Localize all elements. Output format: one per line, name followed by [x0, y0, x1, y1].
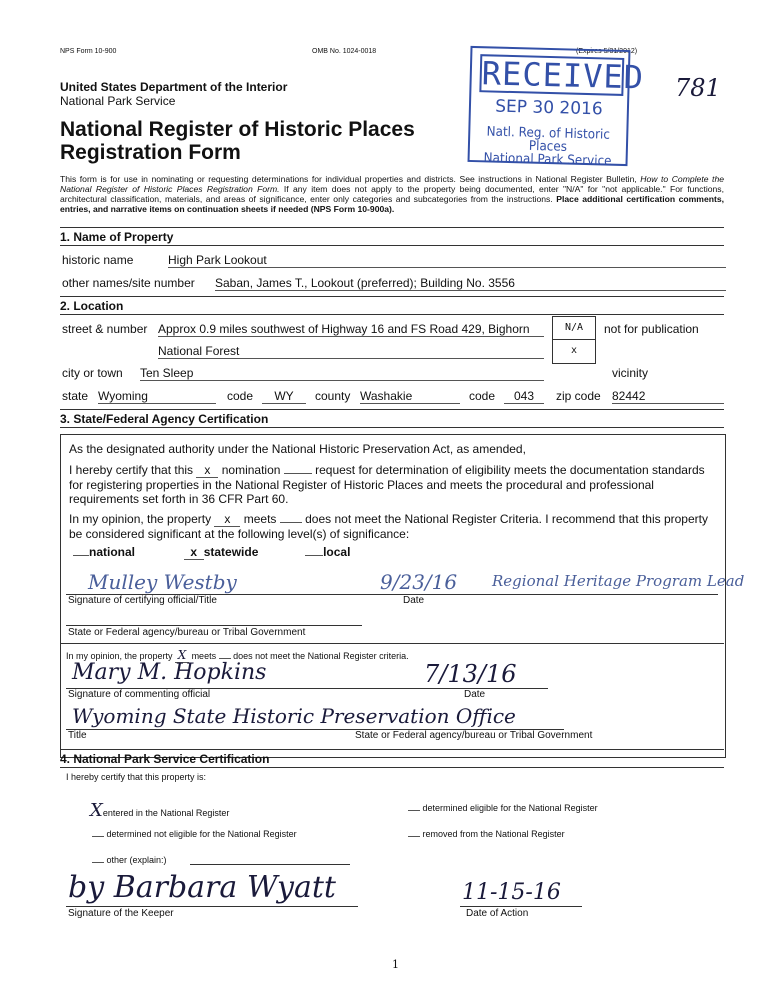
- page-number: 1: [392, 958, 399, 971]
- not-for-publication: not for publication: [604, 322, 699, 336]
- department: United States Department of the Interior: [60, 80, 288, 94]
- county-field: Washakie: [360, 389, 460, 404]
- other-names-field: Saban, James T., Lookout (preferred); Building No. 3556: [215, 276, 726, 291]
- city-label: city or town: [62, 366, 123, 380]
- form-number: NPS Form 10-900: [60, 48, 117, 55]
- certify-statement: I hereby certify that this x nomination request for determination of eligibility meets the documentation standards for registering properties in the National Register of Historic Places and meets the procedural and professional requirements set forth in 36 CFR Part 60.: [69, 463, 705, 506]
- agency: National Park Service: [60, 94, 176, 108]
- vicinity: vicinity: [612, 366, 649, 380]
- opinion-statement: In my opinion, the property x meets does not meet the National Register Criteria. I recommend that this property be considered significant at the following level(s) of significance:: [69, 512, 708, 541]
- form-title: National Register of Historic Places Registration Form: [60, 118, 415, 164]
- state-code-label: code: [227, 389, 254, 403]
- level-statewide: statewide: [203, 545, 259, 559]
- section-1-heading: 1. Name of Property: [60, 230, 724, 246]
- statewide-mark: x: [184, 545, 204, 560]
- historic-name-field: High Park Lookout: [168, 253, 726, 268]
- zip-label: zip code: [556, 389, 601, 403]
- commenting-signature-label: Signature of commenting official: [68, 689, 211, 700]
- county-label: county: [315, 389, 351, 403]
- authority-statement: As the designated authority under the National Historic Preservation Act, as amended,: [69, 442, 526, 456]
- commenting-date: 7/13/16: [424, 660, 517, 688]
- expiration: (Expires 5/31/2012): [576, 48, 638, 55]
- date-of-action-value: 11-15-16: [462, 880, 561, 905]
- agency-label-2: State or Federal agency/bureau or Tribal Government: [355, 730, 593, 741]
- na-box: N/A: [553, 317, 595, 340]
- nps-certify-statement: I hereby certify that this property is:: [66, 772, 207, 782]
- title-label: Title: [68, 730, 87, 741]
- certifying-date-label: Date: [403, 595, 425, 606]
- option-not-eligible: determined not eligible for the National Register: [92, 829, 297, 839]
- keeper-signature: by Barbara Wyatt: [68, 870, 336, 905]
- certifying-date: 9/23/16: [380, 570, 458, 594]
- agency-label: State or Federal agency/bureau or Tribal Government: [68, 627, 306, 638]
- significance-levels: [73, 545, 350, 560]
- handwritten-reference-number: 781: [675, 74, 721, 102]
- street-label: street & number: [62, 322, 148, 336]
- certifying-title: Regional Heritage Program Lead: [492, 572, 745, 590]
- keeper-signature-label: Signature of the Keeper: [68, 908, 174, 919]
- state-code-field: WY: [262, 389, 306, 404]
- commenting-office: Wyoming State Historic Preservation Office: [72, 704, 516, 728]
- option-other: other (explain:): [92, 855, 167, 865]
- commenting-date-label: Date: [464, 689, 486, 700]
- historic-name-label: historic name: [62, 253, 134, 267]
- x-box: x: [570, 345, 578, 356]
- entered-mark: X: [90, 800, 103, 821]
- date-of-action-label: Date of Action: [466, 908, 529, 919]
- publication-box: [552, 316, 596, 364]
- option-entered: Xentered in the National Register: [90, 800, 230, 821]
- state-label: state: [62, 389, 89, 403]
- level-local: local: [323, 545, 351, 559]
- certifying-signature-label: Signature of certifying official/Title: [68, 595, 217, 606]
- commenting-signature: Mary M. Hopkins: [72, 660, 267, 685]
- omb-number: OMB No. 1024-0018: [312, 48, 377, 55]
- section-2-heading: 2. Location: [60, 299, 724, 315]
- county-code-field: 043: [504, 389, 544, 404]
- county-code-label: code: [469, 389, 496, 403]
- other-names-label: other names/site number: [62, 276, 195, 290]
- section-4-heading: 4. National Park Service Certification: [60, 752, 724, 768]
- option-removed: removed from the National Register: [408, 829, 565, 839]
- option-determined-eligible: determined eligible for the National Register: [408, 803, 598, 813]
- commenting-opinion: In my opinion, the property X meets does not meet the National Register criteria.: [66, 648, 409, 662]
- zip-field: 82442: [612, 389, 724, 404]
- state-field: Wyoming: [98, 389, 216, 404]
- level-national: national: [89, 545, 136, 559]
- section-3-heading: 3. State/Federal Agency Certification: [60, 412, 724, 428]
- certifying-signature: Mulley Westby: [88, 570, 237, 594]
- street-line-2: National Forest: [158, 344, 544, 359]
- city-field: Ten Sleep: [140, 366, 544, 381]
- received-stamp: RECEIVED SEP 30 2016 Natl. Reg. of Historic Places National Park Service: [468, 46, 631, 166]
- instructions-paragraph: This form is for use in nominating or requesting determinations for individual properties and districts. See instructions in National Register Bulletin, How to Complete the National Register of Historic Places Registration Form. If any item does not apply to the property being documented, enter "N/A" for "not applicable." For functions, architectural classification, materials, and areas of significance, enter only categories and subcategories from the instructions. Place additional certification comments, entries, and narrative items on continuation sheets if needed (NPS Form 10-900a).: [60, 174, 724, 214]
- street-line-1: Approx 0.9 miles southwest of Highway 16 and FS Road 429, Bighorn: [158, 322, 544, 337]
